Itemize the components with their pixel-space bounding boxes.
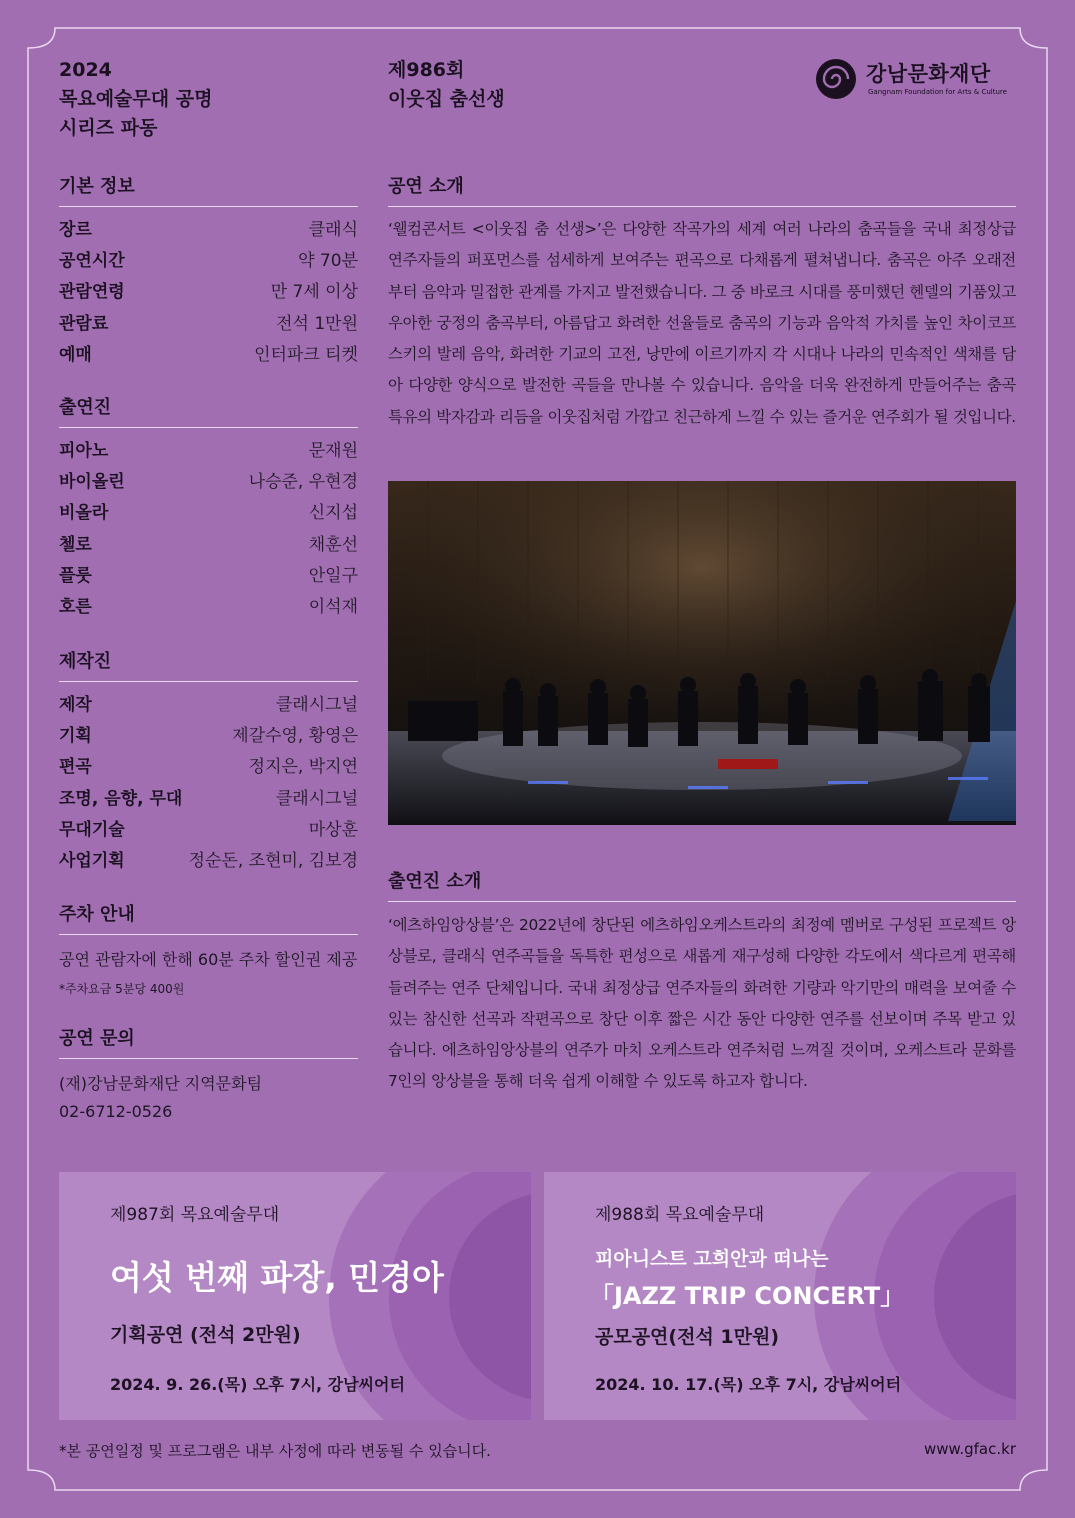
foundation-logo bbox=[810, 58, 1020, 100]
footer-website-link[interactable]: www.gfac.kr bbox=[923, 1440, 1016, 1458]
production-label: 사업기획 bbox=[59, 851, 125, 871]
cast-label: 플룻 bbox=[59, 565, 92, 586]
cast-title: 출연진 bbox=[59, 393, 358, 428]
basic-info-value: 약 70분 bbox=[298, 251, 358, 272]
production-label: 기획 bbox=[59, 726, 92, 747]
series-year: 2024 bbox=[59, 59, 112, 81]
upcoming-card-988 bbox=[544, 1172, 1016, 1420]
basic-info-label: 공연시간 bbox=[59, 251, 125, 272]
card-date: 2024. 9. 26.(목) 오후 7시, 강남씨어터 bbox=[110, 1375, 405, 1394]
upcoming-card-987 bbox=[59, 1172, 531, 1420]
production-value: 제갈수영, 황영은 bbox=[232, 726, 358, 747]
cast-label: 첼로 bbox=[59, 534, 92, 555]
basic-info-label: 관람료 bbox=[59, 313, 109, 334]
contact-title: 공연 문의 bbox=[59, 1024, 358, 1059]
production-value: 정순돈, 조현미, 김보경 bbox=[188, 851, 358, 871]
card-title: 여섯 번째 파장, 민경아 bbox=[110, 1258, 444, 1297]
basic-info-value: 인터파크 티켓 bbox=[254, 344, 358, 365]
logo-subtitle: Gangnam Foundation for Arts & Culture bbox=[868, 88, 1007, 96]
parking-note: *주차요금 5분당 400원 bbox=[59, 982, 185, 996]
production-value: 마상훈 bbox=[308, 819, 358, 840]
production-label: 무대기술 bbox=[59, 819, 125, 840]
cast-value: 이석재 bbox=[308, 597, 358, 617]
basic-info-title: 기본 정보 bbox=[59, 172, 358, 207]
card-type: 공모공연(전석 1만원) bbox=[595, 1326, 780, 1348]
card-title-line2: 「JAZZ TRIP CONCERT」 bbox=[590, 1282, 905, 1310]
basic-info-label: 관람연령 bbox=[59, 282, 125, 303]
performance-title: 이웃집 춤선생 bbox=[388, 88, 505, 110]
series-name: 목요예술무대 공명 bbox=[59, 88, 213, 110]
production-label: 조명, 음향, 무대 bbox=[59, 788, 183, 809]
orchestra-stage-image bbox=[388, 481, 1016, 825]
intro-title: 공연 소개 bbox=[388, 172, 1016, 207]
card-title-line1: 피아니스트 고희안과 떠나는 bbox=[595, 1248, 829, 1270]
parking-title: 주차 안내 bbox=[59, 900, 358, 935]
card-type: 기획공연 (전석 2만원) bbox=[110, 1324, 301, 1346]
cast-label: 피아노 bbox=[59, 441, 109, 461]
cast-label: 비올라 bbox=[59, 503, 109, 524]
cast-label: 바이올린 bbox=[59, 472, 125, 493]
basic-info-label: 장르 bbox=[59, 220, 92, 240]
cast-value: 신지섭 bbox=[308, 503, 358, 524]
contact-phone: 02-6712-0526 bbox=[59, 1102, 173, 1121]
intro-text: ‘웰컴콘서트 <이웃집 춤 선생>’은 다양한 작곡가의 세계 여러 나라의 춤곡들을 국내 최정상급 연주자들의 퍼포먼스를 섬세하게 보여주는 편곡으로 다채롭게 펼쳐냅니다. 춤곡은 아주 오래전부터 음악과 밀접한 관계를 가지고 발전했습니다. 그 중 바로크 시대를 풍미했던 헨델의 기품있고 우아한 궁정의 춤곡부터, 아름답고 화려한 선율들로 춤곡의 기능과 음악적 가치를 높인 차이코프스키의 발레 음악, 화려한 기교의 고전, 낭만에 이르기까지 각 시대나 나라의 민속적인 색채를 담아 다양한 양식으로 발전한 곡들을 만나볼 수 있습니다. 음악을 더욱 완전하게 만들어주는 춤곡 특유의 박자감과 리듬을 이웃집처럼 가깝고 친근하게 느낄 수 있는 즐거운 연주회가 될 것입니다. bbox=[388, 220, 1016, 426]
basic-info-value: 전석 1만원 bbox=[276, 313, 358, 334]
cast-value: 채훈선 bbox=[308, 534, 358, 555]
production-value: 정지은, 박지연 bbox=[248, 757, 358, 778]
basic-info-label: 예매 bbox=[59, 344, 92, 365]
production-label: 제작 bbox=[59, 695, 92, 715]
performance-heading bbox=[388, 56, 505, 114]
cast-value: 안일구 bbox=[308, 565, 358, 586]
production-value: 클래시그널 bbox=[275, 695, 358, 715]
card-episode: 제988회 목요예술무대 bbox=[595, 1205, 765, 1225]
spiral-logo-icon bbox=[810, 58, 862, 100]
footer-disclaimer: *본 공연일정 및 프로그램은 내부 사정에 따라 변동될 수 있습니다. bbox=[59, 1442, 491, 1460]
concert-photo bbox=[388, 481, 1016, 825]
series-subtitle: 시리즈 파동 bbox=[59, 117, 158, 139]
series-info bbox=[59, 56, 212, 143]
basic-info-value: 클래식 bbox=[308, 220, 358, 240]
basic-info-value: 만 7세 이상 bbox=[270, 282, 358, 303]
card-date: 2024. 10. 17.(목) 오후 7시, 강남씨어터 bbox=[595, 1375, 902, 1394]
production-title: 제작진 bbox=[59, 647, 358, 682]
episode-number: 제986회 bbox=[388, 59, 465, 81]
cast-label: 호른 bbox=[59, 597, 92, 617]
cast-value: 나승준, 우현경 bbox=[248, 472, 358, 493]
cast-intro-text: ‘에츠하임앙상블’은 2022년에 창단된 에츠하임오케스트라의 최정예 멤버로 구성된 프로젝트 앙상블로, 클래식 연주곡들을 독특한 편성으로 새롭게 재구성해 다양한 각도에서 색다르게 편곡해 들려주는 연주 단체입니다. 국내 최정상급 연주자들의 화려한 기량과 악기만의 매력을 보여줄 수 있는 참신한 선곡과 작편곡으로 창단 이후 짧은 시간 동안 다양한 연주를 선보이며 주목 받고 있습니다. 에츠하임앙상블의 연주가 마치 오케스트라 연주처럼 느껴질 것이며, 오케스트라 문화를 7인의 앙상블을 통해 더욱 쉽게 이해할 수 있도록 하고자 합니다. bbox=[388, 916, 1016, 1091]
cast-value: 문재원 bbox=[308, 441, 358, 461]
production-value: 클래시그널 bbox=[275, 788, 358, 809]
card-episode: 제987회 목요예술무대 bbox=[110, 1205, 280, 1225]
parking-info: 공연 관람자에 한해 60분 주차 할인권 제공 bbox=[59, 950, 358, 969]
contact-org: (재)강남문화재단 지역문화팀 bbox=[59, 1074, 263, 1093]
cast-intro-title: 출연진 소개 bbox=[388, 867, 1016, 902]
logo-name: 강남문화재단 bbox=[866, 62, 991, 86]
production-label: 편곡 bbox=[59, 757, 92, 778]
